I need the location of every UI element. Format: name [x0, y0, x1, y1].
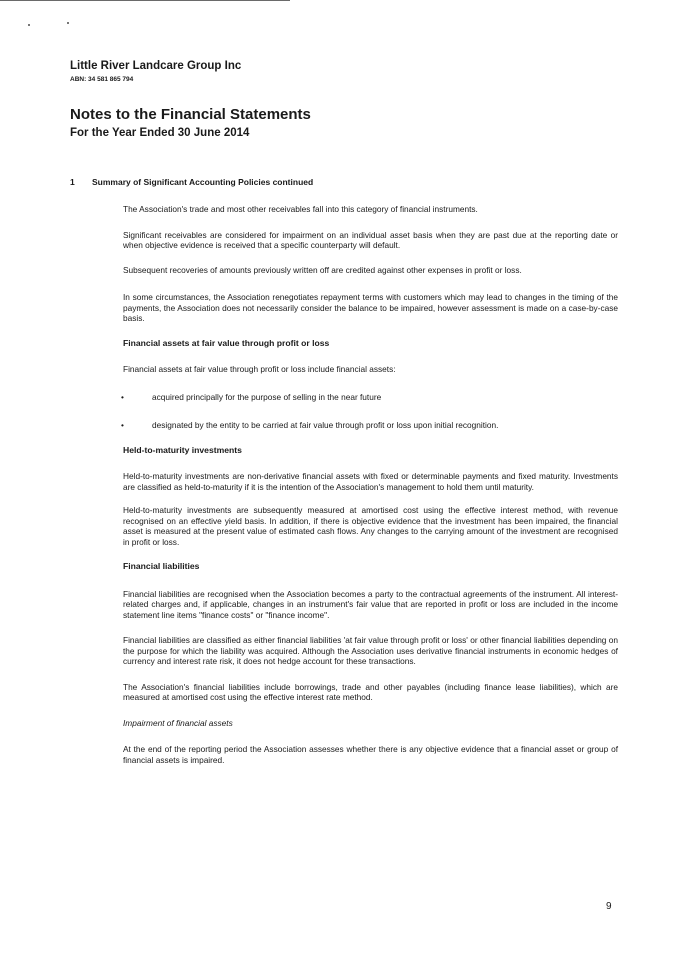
paragraph: In some circumstances, the Association renegotiates repayment terms with customers which may lead to changes in the timing of the payments, the Association does not necessarily consider the balance to be impaired, however assessment is made on a case-by-case basis. — [123, 292, 618, 323]
paragraph: Held-to-maturity investments are non-derivative financial assets with fixed or determinable payments and fixed maturity. Investments are classified as held-to-maturity if it is the intention of the Association's management to hold them until maturity. — [123, 471, 618, 492]
section-heading — [70, 177, 620, 187]
notes-body — [123, 204, 618, 765]
paragraph: Held-to-maturity investments are subsequently measured at amortised cost using the effective interest method, with revenue recognised on an effective yield basis. In addition, if there is objective evidence that the investment has been impaired, the financial asset is measured at the present value of estimated cash flows. Any changes to the carrying amount of the investment are recognised in profit or loss. — [123, 505, 618, 547]
paragraph: The Association's financial liabilities include borrowings, trade and other payables (including finance lease liabilities), which are measured at amortised cost using the effective interest rate method. — [123, 681, 618, 702]
subheading-held-to-maturity: Held-to-maturity investments — [123, 444, 242, 455]
organisation-name: Little River Landcare Group Inc — [70, 60, 242, 72]
scan-speck — [67, 22, 69, 24]
bullet-icon: • — [121, 420, 124, 430]
abn-number: ABN: 34 581 865 794 — [70, 76, 134, 83]
section-title: Summary of Significant Accounting Policies continued — [92, 177, 314, 187]
bullet-item — [123, 392, 618, 403]
document-title-block — [70, 106, 311, 139]
bullet-item — [123, 420, 618, 431]
paragraph: At the end of the reporting period the Association assesses whether there is any objective evidence that a financial asset or group of financial assets is impaired. — [123, 744, 618, 765]
section-number: 1 — [70, 177, 75, 187]
organisation-header — [70, 60, 241, 83]
bullet-text: designated by the entity to be carried at fair value through profit or loss upon initial recognition. — [152, 420, 499, 430]
paragraph: Financial liabilities are classified as either financial liabilities 'at fair value through profit or loss' or other financial liabilities depending on the purpose for which the liability was acquired. Although the Association uses derivative financial instruments in economic hedges of currency and interest rate risk, it does not hedge account for these transactions. — [123, 635, 618, 666]
subheading-fair-value: Financial assets at fair value through profit or loss — [123, 337, 330, 348]
paragraph: Significant receivables are considered for impairment on an individual asset basis when they are past due at the reporting date or when objective evidence is received that a specific counterparty will default. — [123, 229, 618, 250]
paragraph: Subsequent recoveries of amounts previously written off are credited against other expenses in profit or loss. — [123, 264, 522, 275]
document-subtitle: For the Year Ended 30 June 2014 — [70, 127, 250, 139]
bullet-text: acquired principally for the purpose of selling in the near future — [152, 391, 382, 402]
subheading-impairment: Impairment of financial assets — [123, 717, 233, 728]
paragraph: The Association's trade and most other receivables fall into this category of financial instruments. — [123, 204, 478, 214]
scan-top-rule — [0, 0, 290, 1]
paragraph: Financial liabilities are recognised when the Association becomes a party to the contractual agreements of the instrument. All interest-related charges and, if applicable, changes in an instrument's fair value that are reported in profit or loss are included in the income statement line items "finance costs" or "finance income". — [123, 588, 618, 620]
scan-speck — [28, 24, 30, 26]
document-title: Notes to the Financial Statements — [70, 106, 311, 123]
paragraph: Financial assets at fair value through profit or loss include financial assets: — [123, 364, 396, 374]
page-number: 9 — [606, 901, 612, 912]
subheading-financial-liabilities: Financial liabilities — [123, 561, 200, 571]
bullet-icon: • — [121, 391, 124, 402]
